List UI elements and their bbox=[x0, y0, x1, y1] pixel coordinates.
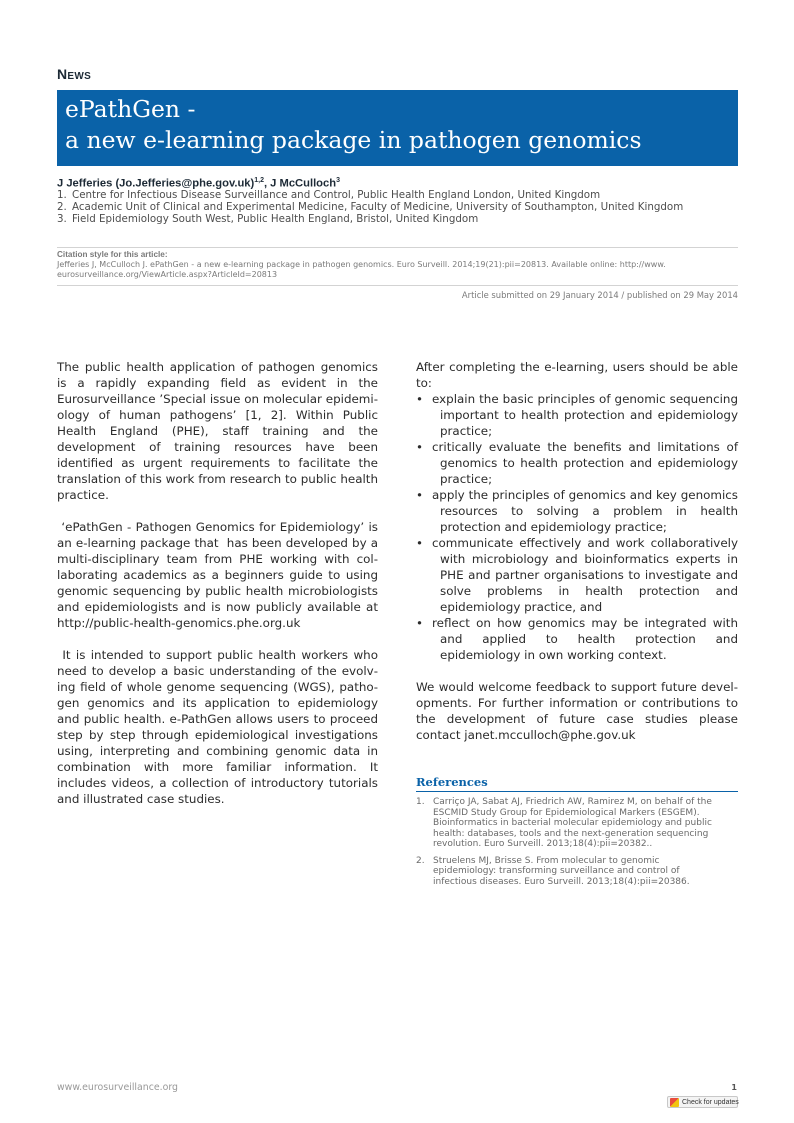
reference-item bbox=[416, 797, 738, 850]
affiliation-text: Academic Unit of Clinical and Experimental Medicine, Faculty of Medicine, University of Southampton, United Kingdom bbox=[72, 201, 684, 213]
author-2-affil: 3 bbox=[336, 177, 340, 184]
section-label: News bbox=[57, 66, 92, 82]
author-1-affil: 1,2 bbox=[254, 177, 264, 184]
paragraph: It is intended to support public health workers who need to develop a basic understanding of the evolving field of whole genome sequencing (WGS), pathogen genomics and its application to epidemiology and public health. e-PathGen allows users to proceed step by step through epidemiological investigations using, interpreting and combining genomic data in combination with more familiar information. It includes videos, a collection of introductory tutorials and illustrated case studies. bbox=[57, 648, 378, 806]
reference-line: infectious diseases. Euro Surveill. 2013;18(4):pii=20386. bbox=[433, 876, 690, 887]
paragraph-intro: After completing the e-learning, users should be able to: bbox=[416, 360, 738, 390]
affiliation-text: Field Epidemiology South West, Public Health England, Bristol, United Kingdom bbox=[72, 213, 479, 225]
reference-line: Carriço JA, Sabat AJ, Friedrich AW, Ramirez M, on behalf of the bbox=[433, 797, 712, 807]
paragraph: The public health application of pathogen genomics is a rapidly expanding field as evident in the Eurosurveillance ’Special issue on molecular epidemiology of human pathogens’ [1, 2]. Within Public Health England (PHE), staff training and the development of training resources have been identified as urgent requirements to facilitate the translation of this work from research to public health practice. bbox=[57, 360, 378, 502]
crossmark-icon bbox=[670, 1098, 679, 1107]
list-item bbox=[416, 615, 738, 663]
list-item-text: critically evaluate the benefits and limitations of genomics to health protection and epidemiology practice; bbox=[432, 440, 738, 486]
list-item bbox=[416, 391, 738, 439]
list-item bbox=[416, 487, 738, 535]
affiliation-2 bbox=[57, 201, 757, 213]
affiliation-3 bbox=[57, 213, 757, 225]
author-2: , J McCulloch bbox=[263, 177, 337, 190]
divider-top bbox=[57, 247, 738, 248]
paragraph-closing: We would welcome feedback to support future developments. For further information or contributions to the development of future case studies please contact janet.mcculloch@phe.gov.uk bbox=[416, 680, 738, 742]
bullet-icon: • bbox=[416, 440, 424, 454]
references-list bbox=[416, 797, 738, 893]
article-title-banner bbox=[57, 90, 738, 166]
reference-line: Struelens MJ, Brisse S. From molecular to genomic bbox=[433, 855, 660, 866]
citation-label: Citation style for this article: bbox=[57, 250, 168, 259]
body-right-column bbox=[416, 359, 738, 759]
check-for-updates-label: Check for updates bbox=[682, 1099, 739, 1106]
article-title-line-1: ePathGen - bbox=[65, 95, 196, 123]
citation-line-1: Jefferies J, McCulloch J. ePathGen - a new e-learning package in pathogen genomics. Euro Surveill. 2014;19(21):pii=20813. Available online: http://www. bbox=[57, 260, 666, 269]
references-heading: References bbox=[416, 775, 738, 792]
submission-dates: Article submitted on 29 January 2014 / published on 29 May 2014 bbox=[461, 290, 738, 300]
affiliation-1 bbox=[57, 189, 757, 201]
divider-bottom bbox=[57, 285, 738, 286]
list-item-text: apply the principles of genomics and key genomics resources to solving a problem in health protection and epidemiology practice; bbox=[432, 488, 738, 534]
affiliation-number: 2. bbox=[57, 201, 67, 213]
list-item-text: communicate effectively and work collaboratively with microbiology and bioinformatics experts in PHE and partner organisations to investigate and solve problems in health protection and epidemiology practice, and bbox=[432, 536, 738, 614]
footer-url: www.eurosurveillance.org bbox=[57, 1082, 178, 1093]
paragraph: ‘ePathGen - Pathogen Genomics for Epidemiology’ is an e-learning package that has been developed by a multi-disciplinary team from PHE working with collaborating academics as a beginners guide to using genomic sequencing by public health microbiologists and epidemiologists and is now publicly available at http://public-health-genomics.phe.org.uk bbox=[57, 520, 378, 630]
list-item bbox=[416, 439, 738, 487]
bullet-icon: • bbox=[416, 392, 424, 406]
reference-item bbox=[416, 856, 738, 888]
list-item-text: explain the basic principles of genomic sequencing important to health protection and epidemiology practice; bbox=[432, 392, 738, 438]
affiliation-text: Centre for Infectious Disease Surveillance and Control, Public Health England London, United Kingdom bbox=[72, 189, 601, 201]
check-for-updates-button[interactable] bbox=[667, 1096, 738, 1108]
reference-number: 2. bbox=[416, 855, 425, 866]
citation-line-2: eurosurveillance.org/ViewArticle.aspx?ArticleId=20813 bbox=[57, 269, 278, 279]
citation-text bbox=[57, 260, 747, 279]
author-list bbox=[57, 177, 747, 190]
reference-line: epidemiology: transforming surveillance and control of bbox=[433, 866, 680, 876]
reference-line: ESCMID Study Group for Epidemiological Markers (ESGEM). bbox=[433, 807, 700, 818]
list-item-text: reflect on how genomics may be integrated with and applied to health protection and epidemiology in own working context. bbox=[432, 616, 738, 662]
author-1: J Jefferies (Jo.Jefferies@phe.gov.uk) bbox=[57, 177, 255, 190]
learning-outcomes-list bbox=[416, 391, 738, 663]
reference-line: health: databases, tools and the next-generation sequencing bbox=[433, 828, 709, 839]
body-left-column bbox=[57, 359, 378, 823]
bullet-icon: • bbox=[416, 488, 424, 502]
bullet-icon: • bbox=[416, 616, 424, 630]
page-number: 1 bbox=[731, 1083, 737, 1092]
affiliation-number: 1. bbox=[57, 189, 67, 201]
affiliation-number: 3. bbox=[57, 213, 67, 225]
reference-line: revolution. Euro Surveill. 2013;18(4):pii=20382.. bbox=[433, 839, 653, 849]
article-title-line-2: a new e-learning package in pathogen genomics bbox=[65, 126, 642, 154]
list-item bbox=[416, 535, 738, 615]
bullet-icon: • bbox=[416, 536, 424, 550]
reference-line: Bioinformatics in bacterial molecular epidemiology and public bbox=[433, 818, 712, 828]
reference-number: 1. bbox=[416, 797, 425, 807]
